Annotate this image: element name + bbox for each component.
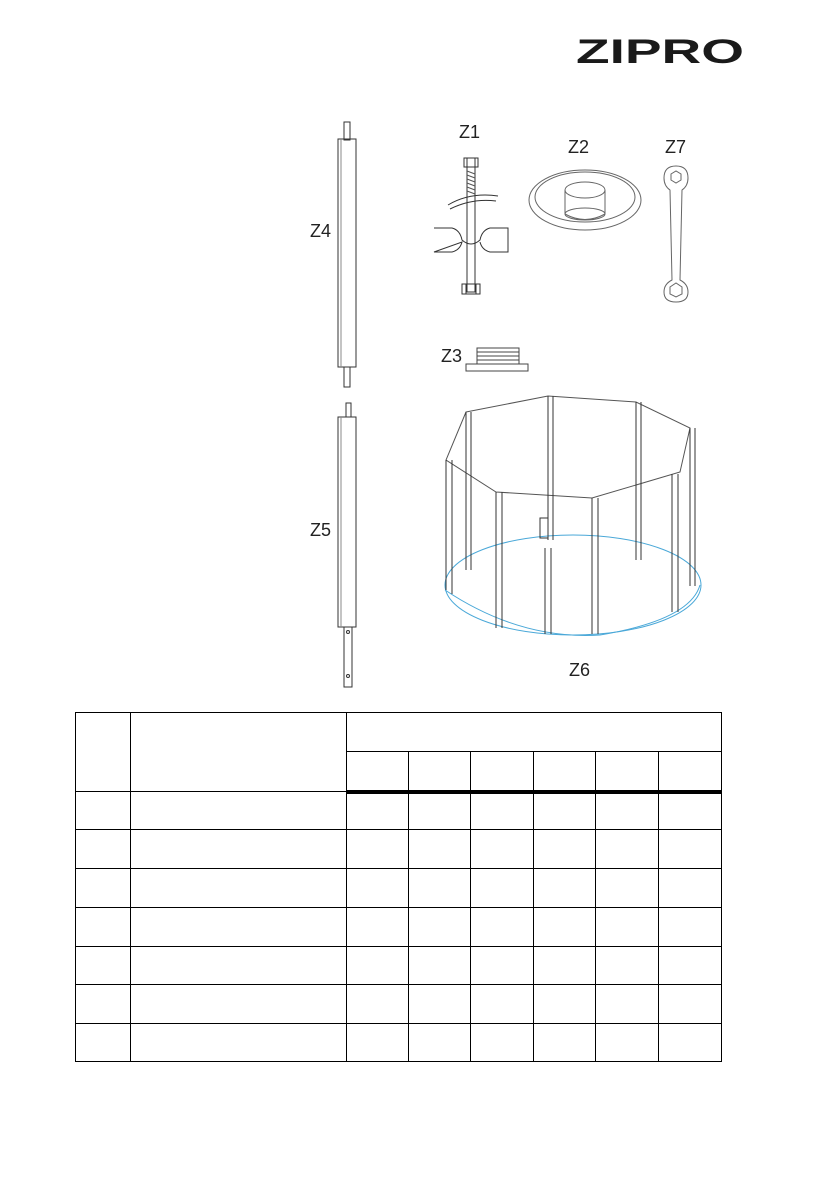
header-cell-qty-2 (409, 752, 471, 792)
header-cell-description (131, 713, 347, 792)
part-label-z4: Z4 (310, 221, 332, 241)
header-cell-no (76, 713, 131, 792)
part-label-z2: Z2 (568, 137, 590, 157)
part-label-z3: Z3 (441, 346, 463, 366)
parts-table (75, 712, 722, 1062)
part-label-z5: Z5 (310, 520, 332, 540)
net-enclosure-z6-drawing (445, 396, 701, 635)
table-row (76, 946, 722, 984)
table-row (76, 830, 722, 869)
table-row (76, 984, 722, 1023)
wrench-z7-drawing (664, 166, 688, 302)
header-cell-quantity-group (347, 713, 722, 752)
header-cell-qty-4 (534, 752, 596, 792)
logo-text: ZIPRO (576, 36, 744, 66)
header-cell-qty-3 (471, 752, 534, 792)
table-row (76, 1023, 722, 1061)
cap-z2-drawing (529, 170, 641, 230)
part-label-z1: Z1 (459, 122, 481, 142)
plug-z3-drawing (466, 348, 528, 371)
table-row (76, 907, 722, 946)
header-cell-qty-5 (596, 752, 659, 792)
table-row (76, 869, 722, 907)
pole-z5-drawing (338, 403, 356, 687)
part-label-z7: Z7 (665, 137, 687, 157)
part-label-z6: Z6 (569, 660, 591, 680)
bolt-clamp-z1-drawing (434, 158, 508, 294)
header-cell-qty-6 (659, 752, 722, 792)
header-cell-qty-1 (347, 752, 409, 792)
pole-z4-drawing (338, 122, 356, 387)
table-row (76, 792, 722, 830)
